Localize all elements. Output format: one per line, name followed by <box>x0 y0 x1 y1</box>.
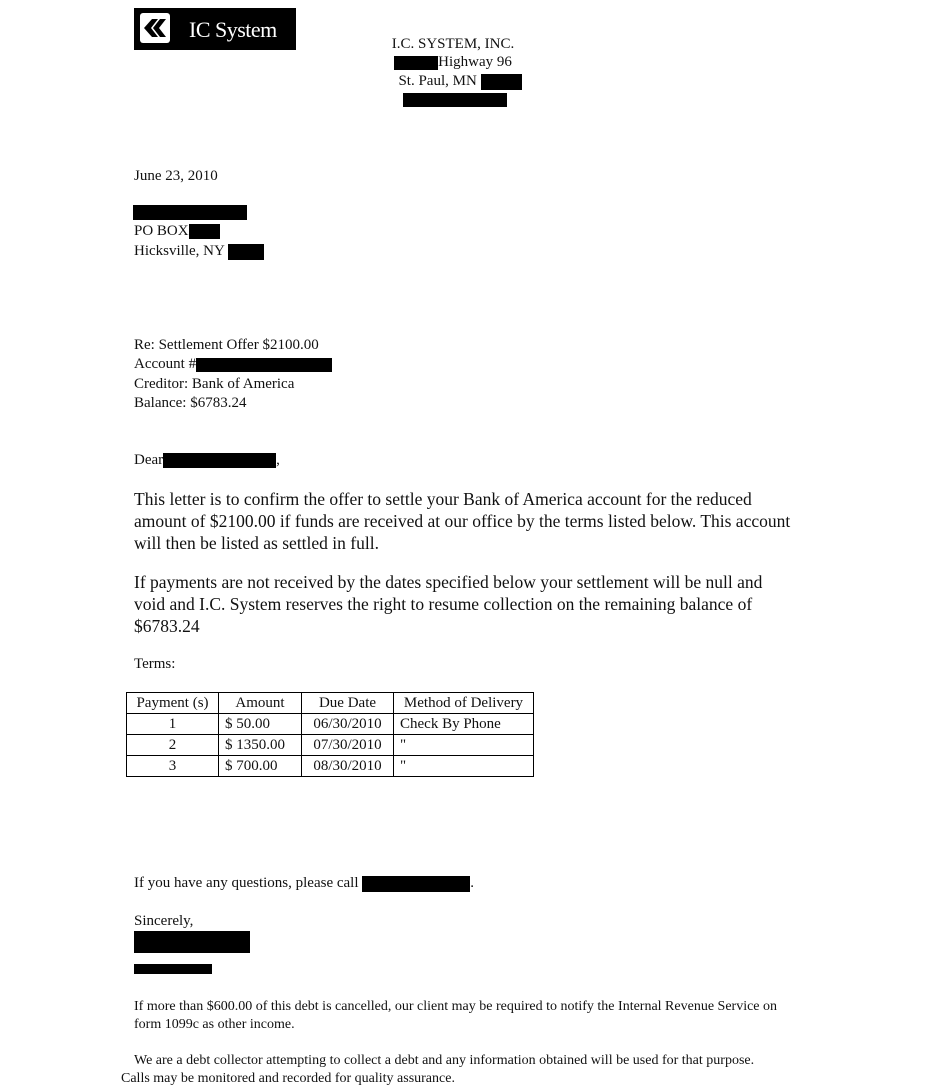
table-cell: 08/30/2010 <box>302 756 394 777</box>
column-header: Payment (s) <box>127 693 219 714</box>
table-row <box>127 714 534 735</box>
ic-logo-icon <box>140 13 170 43</box>
terms-label: Terms: <box>134 656 176 672</box>
table-cell: $ 50.00 <box>219 714 302 735</box>
column-header: Due Date <box>302 693 394 714</box>
table-cell: 3 <box>127 756 219 777</box>
letter-date: June 23, 2010 <box>134 168 218 184</box>
table-cell: Check By Phone <box>394 714 534 735</box>
column-header: Method of Delivery <box>394 693 534 714</box>
recipient-po-box: PO BOX <box>134 222 220 242</box>
redaction <box>163 453 276 468</box>
table-cell: " <box>394 756 534 777</box>
table-cell: 06/30/2010 <box>302 714 394 735</box>
creditor-line: Creditor: Bank of America <box>134 376 295 392</box>
redaction <box>403 93 507 107</box>
table-cell: $ 700.00 <box>219 756 302 777</box>
company-city: St. Paul, MN <box>340 72 580 91</box>
terms-table <box>126 692 534 777</box>
table-cell: " <box>394 735 534 756</box>
re-line: Re: Settlement Offer $2100.00 <box>134 337 319 353</box>
paragraph-offer: This letter is to confirm the offer to settle your Bank of America account for the reduced amount of $2100.00 if funds are received at our office by the terms listed below. This account will then be listed as settled in full. <box>134 489 791 553</box>
redaction <box>362 876 470 892</box>
questions-line: If you have any questions, please call . <box>134 875 475 891</box>
table-row <box>127 735 534 756</box>
recipient-city: Hicksville, NY <box>134 242 264 262</box>
redaction <box>189 224 220 239</box>
table-cell: $ 1350.00 <box>219 735 302 756</box>
company-name: I.C. SYSTEM, INC. <box>391 36 515 52</box>
irs-notice: If more than $600.00 of this debt is cancelled, our client may be required to notify the Internal Revenue Service on form 1099c as other income. <box>134 999 778 1032</box>
balance-line: Balance: $6783.24 <box>134 395 247 411</box>
company-logo <box>134 8 296 50</box>
column-header: Amount <box>219 693 302 714</box>
redaction <box>394 56 438 70</box>
signature-redaction <box>134 931 250 953</box>
account-line: Account # <box>134 355 332 375</box>
redaction <box>228 244 264 260</box>
paragraph-conditions: If payments are not received by the dates specified below your settlement will be null and void and I.C. System reserves the right to resume collection on the remaining balance of $6783.24 <box>134 572 763 636</box>
salutation: Dear , <box>134 452 280 468</box>
redaction <box>481 74 522 90</box>
redaction <box>133 205 247 220</box>
closing: Sincerely, <box>134 913 194 929</box>
table-row <box>127 756 534 777</box>
table-cell: 07/30/2010 <box>302 735 394 756</box>
debt-collector-disclosure: We are a debt collector attempting to collect a debt and any information obtained will be used for that purpose. Calls may be monitored and recorded for quality assurance. <box>121 1053 755 1086</box>
table-header-row <box>127 693 534 714</box>
redaction <box>134 964 212 974</box>
company-street: Highway 96 <box>333 53 573 72</box>
table-cell: 1 <box>127 714 219 735</box>
table-cell: 2 <box>127 735 219 756</box>
logo-text: IC System <box>189 17 277 42</box>
redaction <box>196 358 332 372</box>
